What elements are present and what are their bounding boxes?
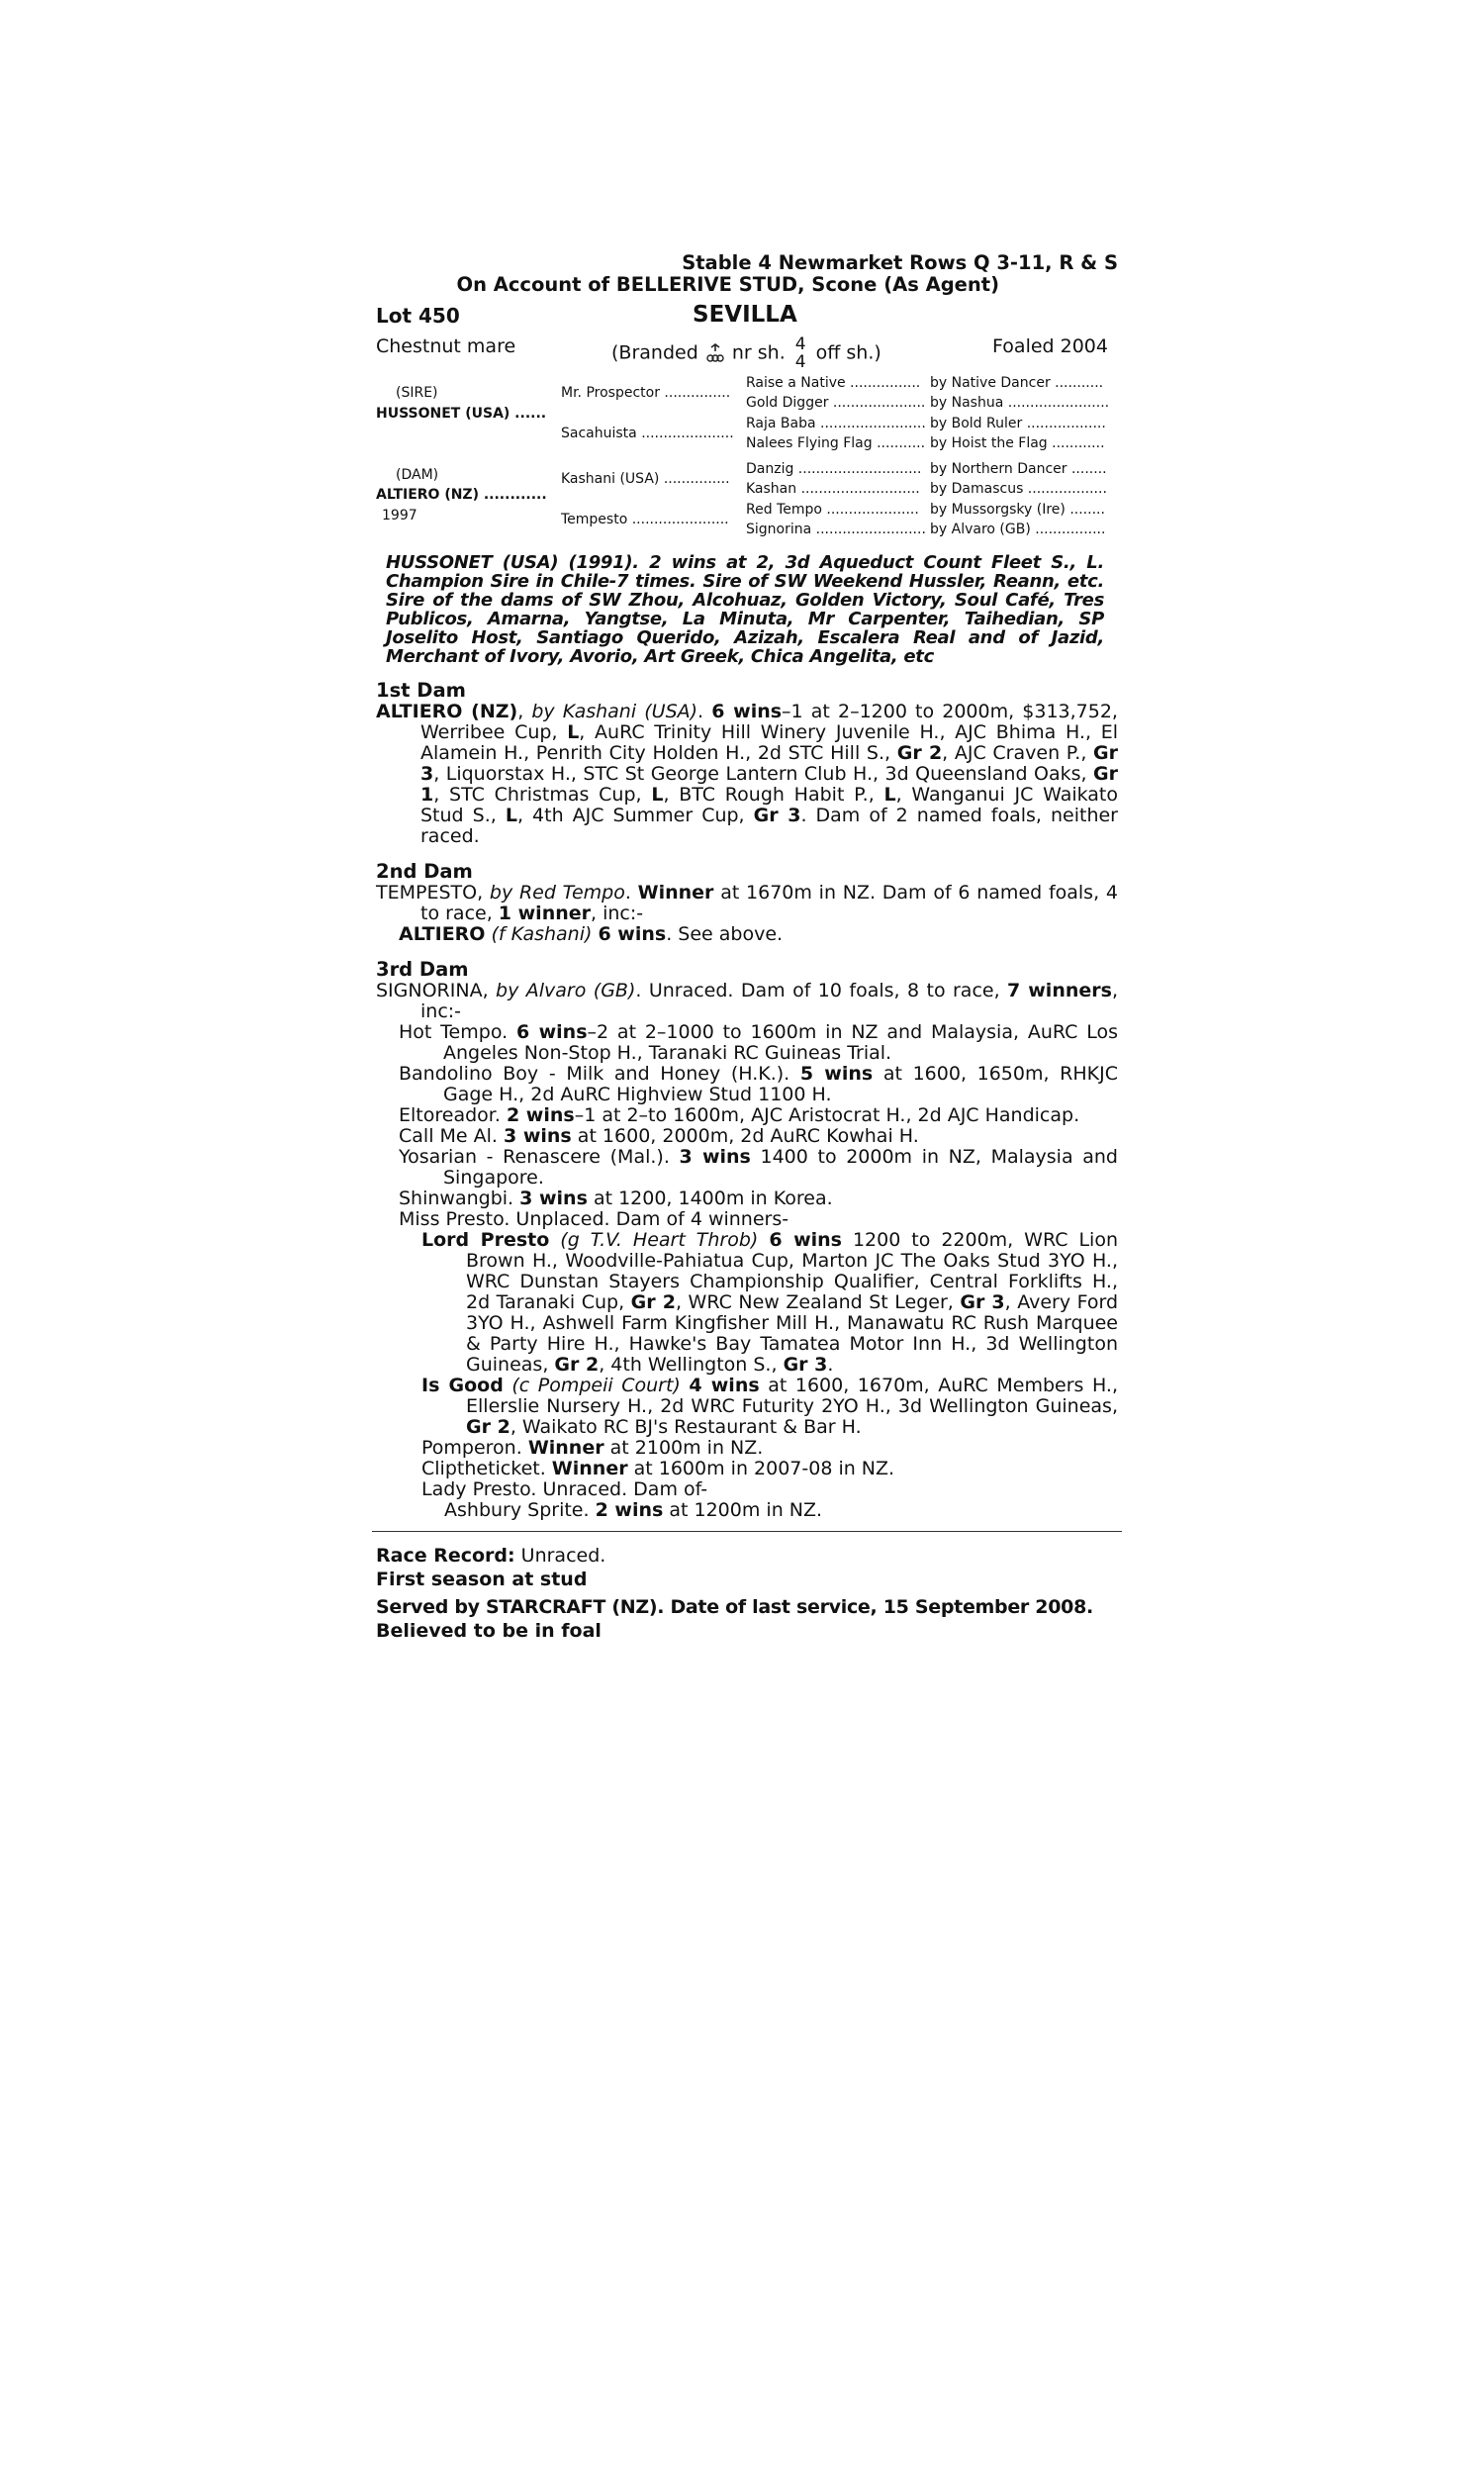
progeny-entry (376, 1126, 1118, 1147)
brand-suffix: off sh.) (815, 341, 881, 364)
ped-gen3: Signorina ......................... (746, 522, 926, 537)
section-divider (372, 1531, 1122, 1532)
race-text: , Liquorstax H., STC St George Lantern Club H., 3d Queensland Oaks, (433, 763, 1087, 785)
foaled-year: Foaled 2004 (992, 335, 1108, 357)
race-text: at 1200, 1400m in Korea. (593, 1188, 833, 1209)
ped-gen4: by Alvaro (GB) ................ (930, 522, 1106, 537)
wins: 6 wins (711, 701, 783, 722)
grand-progeny-entry (376, 1376, 1118, 1438)
race-text: , inc:- (591, 903, 644, 924)
wins: Winner (551, 1458, 628, 1479)
third-dam-heading: 3rd Dam (376, 958, 469, 981)
race-text: . (827, 1354, 834, 1376)
wins: 3 wins (519, 1188, 588, 1209)
great-grand-progeny-entry (376, 1500, 1118, 1521)
listed-tag: L (567, 721, 580, 743)
race-record-label: Race Record: (376, 1545, 515, 1567)
ped-gen2: Tempesto ...................... (561, 512, 729, 527)
dam-sire: by Kashani (USA) (531, 701, 698, 722)
progeny-sire: (g T.V. Heart Throb) (560, 1229, 759, 1251)
race-text: , WRC New Zealand St Leger, (675, 1291, 954, 1313)
progeny-name: Bandolino Boy - Milk and Honey (H.K.). (399, 1063, 790, 1085)
dam-sire: by Red Tempo (489, 882, 625, 904)
race-text: at 1600, 1670m, AuRC Members H., Ellerslie Nursery H., 2d WRC Futurity 2YO H., 3d Wellington Guineas, (466, 1375, 1119, 1417)
progeny-name: Hot Tempo. (399, 1021, 509, 1043)
ped-gen3: Raise a Native ................ (746, 375, 921, 391)
footer-notes (376, 1544, 1118, 1643)
ped-gen4: by Mussorgsky (Ire) ........ (930, 502, 1105, 518)
ped-gen4: by Bold Ruler .................. (930, 416, 1106, 431)
race-text: –1 at 2–1200 to 2000m, $313,752, Werribee Cup, (420, 701, 1118, 743)
grand-progeny-entry: Lady Presto. Unraced. Dam of- (421, 1478, 708, 1500)
ped-gen4: by Native Dancer ........... (930, 375, 1104, 391)
ped-gen3: Kashan ........................... (746, 481, 920, 497)
race-text: , Wanganui JC Waikato Stud S., (420, 784, 1118, 826)
group-tag: Gr 2 (630, 1291, 676, 1313)
dam-name: ALTIERO (NZ) ............ (376, 487, 547, 503)
dam-name: SIGNORINA, (376, 980, 489, 1001)
dam-sire: by Alvaro (GB) (496, 980, 636, 1001)
race-record-value: Unraced. (520, 1545, 606, 1567)
wins: 2 wins (595, 1499, 664, 1521)
group-tag: Gr 1 (420, 763, 1118, 806)
progeny-entry: Miss Presto. Unplaced. Dam of 4 winners- (399, 1208, 789, 1230)
brand-number-bottom: 4 (794, 352, 806, 372)
race-text: –2 at 2–1000 to 1600m in NZ and Malaysia, AuRC Los Angeles Non-Stop H., Taranaki RC Guineas Trial. (443, 1021, 1118, 1064)
progeny-name: Is Good (421, 1375, 504, 1396)
wins: 6 wins (769, 1229, 842, 1251)
race-text: , 4th AJC Summer Cup, (516, 805, 745, 826)
race-text: . Dam of 2 named foals, neither raced. (420, 805, 1118, 847)
race-text: , AJC Craven P., (942, 742, 1087, 764)
catalogue-page (376, 252, 1118, 1643)
group-tag: Gr 3 (783, 1354, 828, 1376)
horse-sex: Chestnut mare (376, 335, 516, 357)
race-text: at 1600, 2000m, 2d AuRC Kowhai H. (577, 1125, 919, 1147)
progeny-entry (376, 1189, 1118, 1209)
wins: Winner (527, 1437, 604, 1459)
sire-biography: HUSSONET (USA) (1991). 2 wins at 2, 3d Aqueduct Count Fleet S., L. Champion Sire in Chile-7 times. Sire of SW Weekend Hussler, Reann, etc. Sire of the dams of SW Zhou, Alcohuaz, Golden Victory, Soul Café, Tres Publicos, Amarna, Yangtse, La Minuta, Mr Carpenter, Taihedian, SP Joselito Host, Santiago Querido, Azizah, Escalera Real and of Jazid, Merchant of Ivory, Avorio, Art Greek, Chica Angelita, etc (386, 552, 1104, 667)
progeny-entry (376, 1022, 1118, 1064)
progeny-name: Ashbury Sprite. (444, 1499, 590, 1521)
race-text: at 1200m in NZ. (669, 1499, 823, 1521)
lot-number: Lot 450 (376, 304, 460, 328)
progeny-name: Eltoreador. (399, 1104, 501, 1126)
brand-number-top: 4 (794, 334, 806, 354)
ped-gen3: Nalees Flying Flag ........... (746, 435, 926, 451)
race-record (376, 1544, 1118, 1568)
listed-tag: L (505, 805, 517, 826)
progeny-entry (376, 1147, 1118, 1189)
race-text: –1 at 2–to 1600m, AJC Aristocrat H., 2d AJC Handicap. (574, 1104, 1080, 1126)
group-tag: Gr 3 (420, 742, 1118, 785)
group-tag: Gr 3 (960, 1291, 1005, 1313)
progeny-name: Yosarian - Renascere (Mal.). (399, 1146, 670, 1168)
brand-mark-icon (704, 342, 726, 364)
first-dam-heading: 1st Dam (376, 679, 466, 702)
stable-location: Stable 4 Newmarket Rows Q 3-11, R & S (682, 251, 1118, 274)
race-text: , AuRC Trinity Hill Winery Juvenile H., AJC Bhima H., El Alamein H., Penrith City Holden H., 2d STC Hill S., (420, 721, 1118, 764)
race-text: . Unraced. Dam of 10 foals, 8 to race, (635, 980, 1000, 1001)
ped-gen4: by Nashua ....................... (930, 395, 1110, 411)
wins: 2 wins (506, 1104, 575, 1126)
service-note: Served by STARCRAFT (NZ). Date of last service, 15 September 2008. (376, 1596, 1093, 1618)
winners: 1 winner (498, 903, 592, 924)
foal-status: Believed to be in foal (376, 1620, 602, 1642)
first-season-note: First season at stud (376, 1569, 588, 1590)
progeny-name: ALTIERO (399, 923, 486, 945)
group-tag: Gr 2 (554, 1354, 600, 1376)
progeny-name: Shinwangbi. (399, 1188, 514, 1209)
ped-gen3: Raja Baba ........................ (746, 416, 926, 431)
progeny-entry (376, 1105, 1118, 1126)
wins: Winner (637, 882, 714, 904)
brand-prefix: (Branded (611, 341, 698, 364)
listed-tag: L (651, 784, 664, 806)
ped-gen4: by Hoist the Flag ............ (930, 435, 1105, 451)
grand-progeny-entry (376, 1459, 1118, 1479)
sire-label: (SIRE) (396, 385, 438, 401)
pedigree-table (376, 375, 1118, 541)
sire-name: HUSSONET (USA) ...... (376, 406, 547, 422)
ped-gen2: Kashani (USA) ............... (561, 471, 730, 487)
ped-gen3: Gold Digger ..................... (746, 395, 926, 411)
grand-progeny-entry (376, 1230, 1118, 1376)
progeny-name: Cliptheticket. (421, 1458, 546, 1479)
wins: 6 wins (515, 1021, 588, 1043)
ped-gen3: Red Tempo ..................... (746, 502, 919, 518)
wins: 4 wins (689, 1375, 760, 1396)
brand-near-shoulder: nr sh. (731, 341, 786, 364)
progeny-name: Lord Presto (421, 1229, 550, 1251)
second-dam-paragraph (376, 883, 1118, 924)
progeny-name: Pomperon. (421, 1437, 522, 1459)
winners: 7 winners (1007, 980, 1112, 1001)
race-text: at 2100m in NZ. (609, 1437, 764, 1459)
first-dam-paragraph: ALTIERO (NZ), by Kashani (USA). 6 wins–1 at 2–1200 to 2000m, $313,752, Werribee Cup, L, AuRC Trinity Hill Winery Juvenile H., AJC Bhima H., El Alamein H., Penrith City Holden H., 2d STC Hill S., Gr 2, AJC Craven P., Gr 3, Liquorstax H., STC St George Lantern Club H., 3d Queensland Oaks, Gr 1, STC Christmas Cup, L, BTC Rough Habit P., L, Wanganui JC Waikato Stud S., L, 4th AJC Summer Cup, Gr 3. Dam of 2 named foals, neither raced. (376, 701, 1118, 847)
dam-year: 1997 (382, 508, 417, 523)
race-text: . (624, 882, 631, 904)
wins: 3 wins (504, 1125, 572, 1147)
group-tag: Gr 2 (896, 742, 943, 764)
wins: 6 wins (598, 923, 667, 945)
race-text: at 1600, 1650m, RHKJC Gage H., 2d AuRC Highview Stud 1100 H. (443, 1063, 1118, 1105)
dam-label: (DAM) (396, 467, 439, 483)
race-text: , Waikato RC BJ's Restaurant & Bar H. (510, 1416, 862, 1438)
progeny-entry (376, 1064, 1118, 1105)
grand-progeny-entry (376, 1438, 1118, 1459)
dam-name: ALTIERO (NZ) (376, 701, 518, 722)
progeny-name: Call Me Al. (399, 1125, 498, 1147)
race-text: at 1670m in NZ. Dam of 6 named foals, 4 to race, (420, 882, 1118, 924)
lot-header (376, 302, 1118, 328)
wins: 5 wins (799, 1063, 874, 1085)
race-text: , STC Christmas Cup, (433, 784, 642, 806)
race-text: , 4th Wellington S., (599, 1354, 778, 1376)
ped-gen4: by Northern Dancer ........ (930, 461, 1107, 477)
race-text: . See above. (666, 923, 784, 945)
ped-gen2: Sacahuista ..................... (561, 426, 734, 441)
progeny-sire: (f Kashani) (491, 923, 593, 945)
vendor-account: On Account of BELLERIVE STUD, Scone (As Agent) (456, 273, 999, 296)
ped-gen4: by Damascus .................. (930, 481, 1107, 497)
horse-description (376, 328, 1118, 371)
listed-tag: L (883, 784, 896, 806)
wins: 3 wins (679, 1146, 751, 1168)
group-tag: Gr 2 (466, 1416, 510, 1438)
ped-gen2: Mr. Prospector ............... (561, 385, 731, 401)
horse-name: SEVILLA (693, 302, 797, 328)
second-dam-heading: 2nd Dam (376, 860, 473, 883)
brand-numbers (795, 335, 806, 371)
race-text: , inc:- (420, 980, 1118, 1022)
third-dam-paragraph (376, 981, 1118, 1022)
group-tag: Gr 3 (753, 805, 801, 826)
brand-info (611, 335, 881, 371)
race-text: 1200 to 2200m, WRC Lion Brown H., Woodville-Pahiatua Cup, Marton JC The Oaks Stud 3YO H., WRC Dunstan Stayers Championship Qualifier, Central Forklifts H., 2d Taranaki Cup, (466, 1229, 1118, 1313)
race-text: at 1600m in 2007-08 in NZ. (633, 1458, 895, 1479)
race-text: , Avery Ford 3YO H., Ashwell Farm Kingfisher Mill H., Manawatu RC Rush Marquee & Party Hire H., Hawke's Bay Tamatea Motor Inn H., 3d Wellington Guineas, (466, 1291, 1119, 1376)
race-text: 1400 to 2000m in NZ, Malaysia and Singapore. (443, 1146, 1118, 1189)
ped-gen3: Danzig ............................ (746, 461, 922, 477)
progeny-entry (376, 924, 1118, 945)
race-text: , BTC Rough Habit P., (663, 784, 875, 806)
progeny-sire: (c Pompeii Court) (511, 1375, 681, 1396)
dam-name: TEMPESTO, (376, 882, 484, 904)
